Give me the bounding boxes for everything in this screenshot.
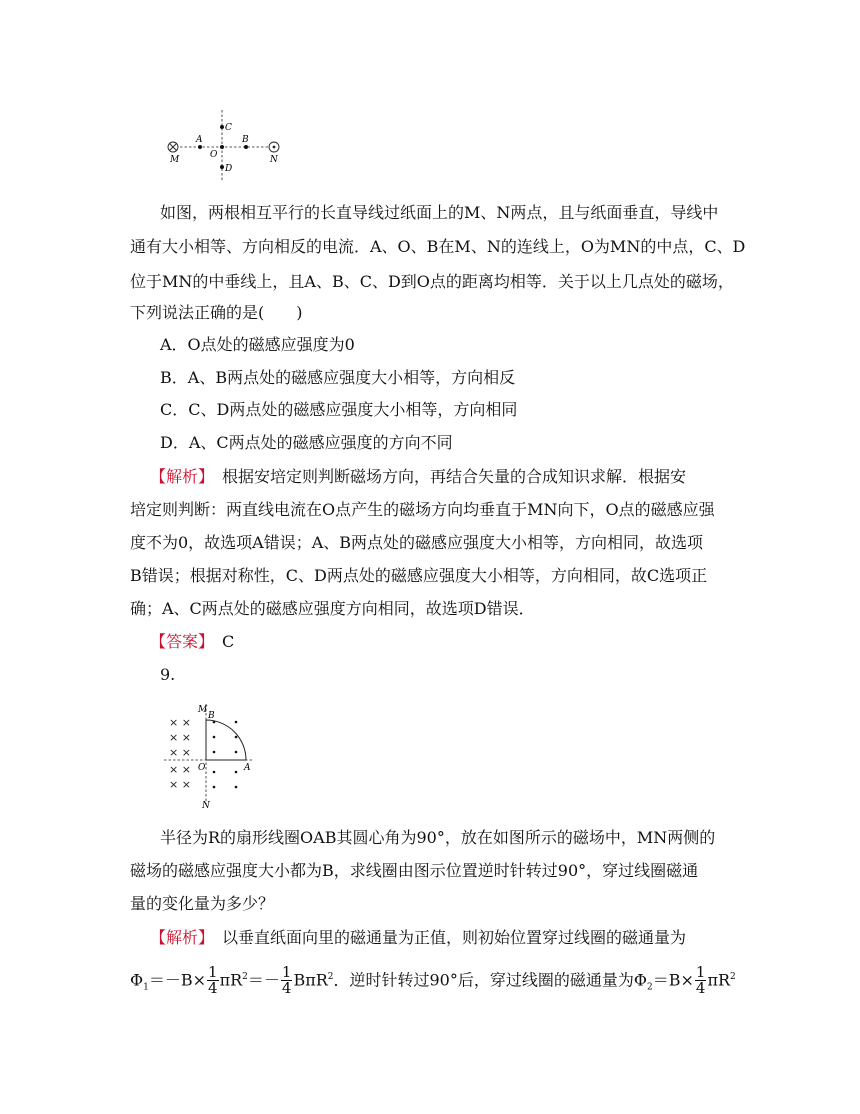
q9-analysis-line-1 xyxy=(150,928,686,948)
label-c: C xyxy=(225,123,232,133)
label-a2: A xyxy=(244,763,251,773)
q8-analysis-line-2: 培定则判断：两直线电流在O点产生的磁场方向均垂直于MN向下，O点的磁感应强 xyxy=(130,500,715,519)
field-into-page-crosses xyxy=(169,716,191,791)
label-a: A xyxy=(196,135,203,145)
pi-symbol: π xyxy=(305,970,316,990)
analysis-text-2: 以垂直纸面向里的磁通量为正值，则初始位置穿过线圈的磁通量为 xyxy=(206,928,687,947)
svg-text:× ×: × × xyxy=(169,731,191,744)
q8-option-d: D．A、C两点处的磁感应强度的方向不同 xyxy=(160,433,453,452)
radius-symbol: R xyxy=(315,970,328,990)
answer-tag: 【答案】 xyxy=(150,632,207,651)
pi-symbol: π xyxy=(707,970,718,990)
label-b: B xyxy=(242,135,249,145)
label-b2: B xyxy=(208,711,215,721)
fraction-numerator: 1 xyxy=(695,963,706,982)
label-n2: N xyxy=(202,801,210,810)
point-o xyxy=(220,145,224,149)
point-c xyxy=(220,125,224,129)
q8-option-b: B．A、B两点处的磁感应强度大小相等，方向相反 xyxy=(160,368,516,387)
svg-text:× ×: × × xyxy=(169,763,191,776)
analysis-text: 根据安培定则判断磁场方向，再结合矢量的合成知识求解．根据安 xyxy=(206,467,687,486)
phi-subscript: 1 xyxy=(143,982,149,993)
phi-symbol: Φ xyxy=(633,970,647,990)
label-m: M xyxy=(170,155,180,165)
eq-text: ．逆时针转过90°后，穿过线圈的磁通量为 xyxy=(333,970,634,990)
point-a xyxy=(198,145,202,149)
eq-part: ＝－ xyxy=(247,970,280,990)
eq-part: ＝B× xyxy=(652,970,694,990)
q9-stem-line-1: 半径为R的扇形线圈OAB其圆心角为90°，放在如图所示的磁场中，MN两侧的 xyxy=(160,828,716,847)
q8-analysis-line-5: 确；A、C两点处的磁感应强度方向相同，故选项D错误． xyxy=(130,599,535,618)
analysis-tag-2: 【解析】 xyxy=(150,928,207,947)
q8-stem-line-1: 如图，两根相互平行的长直导线过纸面上的M、N两点，且与纸面垂直，导线中 xyxy=(160,203,719,222)
eq-part: ＝－B× xyxy=(148,970,207,990)
q8-analysis-line-4: B错误；根据对称性，C、D两点处的磁感应强度大小相等，方向相同，故C选项正 xyxy=(130,566,708,585)
q8-option-c: C．C、D两点处的磁感应强度大小相等，方向相同 xyxy=(160,400,518,419)
q9-stem-line-2: 磁场的磁感应强度大小都为B，求线圈由图示位置逆时针转过90°，穿过线圈磁通 xyxy=(130,861,699,880)
fraction xyxy=(281,965,293,996)
fraction xyxy=(695,965,707,996)
fraction xyxy=(207,965,219,996)
q9-number: 9. xyxy=(160,665,176,684)
phi-subscript: 2 xyxy=(647,982,653,993)
svg-text:× ×: × × xyxy=(169,746,191,759)
q8-stem-line-2: 通有大小相等、方向相反的电流．A、O、B在M、N的连线上，O为MN的中点，C、D xyxy=(130,237,746,256)
pi-symbol: π xyxy=(219,970,231,990)
q8-analysis-line-3: 度不为0，故选项A错误；A、B两点处的磁感应强度大小相等，方向相同，故选项 xyxy=(130,533,704,552)
sector-coil-oab xyxy=(206,720,246,760)
exponent: 2 xyxy=(327,972,334,982)
wire-m-cross-icon xyxy=(168,142,178,152)
q8-option-a: A．O点处的磁感应强度为0 xyxy=(160,335,355,354)
phi-symbol: Φ xyxy=(130,970,144,990)
q8-stem-line-4: 下列说法正确的是( ) xyxy=(130,303,303,322)
svg-text:× ×: × × xyxy=(169,716,191,729)
q8-analysis-line-1 xyxy=(150,467,686,487)
eq-part: B xyxy=(293,970,306,990)
fraction-denominator: 4 xyxy=(695,979,706,998)
label-n: N xyxy=(270,155,278,165)
wire-field-figure xyxy=(160,108,290,184)
label-m2: M xyxy=(198,705,208,715)
fraction-denominator: 4 xyxy=(208,979,218,998)
label-o2: O xyxy=(198,763,206,773)
fraction-denominator: 4 xyxy=(281,979,292,998)
fraction-numerator: 1 xyxy=(281,963,292,982)
radius-symbol: R xyxy=(717,970,731,990)
analysis-tag: 【解析】 xyxy=(150,467,207,486)
svg-text:× ×: × × xyxy=(169,778,191,791)
label-o: O xyxy=(210,150,218,160)
q9-stem-line-3: 量的变化量为多少？ xyxy=(130,894,275,913)
q8-stem-line-3: 位于MN的中垂线上，且A、B、C、D到O点的距离均相等．关于以上几点处的磁场， xyxy=(130,272,734,291)
fraction-numerator: 1 xyxy=(208,963,218,982)
point-d xyxy=(220,165,224,169)
label-d: D xyxy=(225,164,233,174)
q9-equation-line xyxy=(130,962,736,1003)
exponent: 2 xyxy=(242,972,248,982)
radius-symbol: R xyxy=(230,970,243,990)
wire-n-dot-icon xyxy=(269,142,279,152)
q8-answer xyxy=(150,632,234,652)
sector-coil-figure xyxy=(162,700,258,810)
answer-text: C xyxy=(206,632,235,651)
point-b xyxy=(244,145,248,149)
exponent: 2 xyxy=(730,972,736,982)
